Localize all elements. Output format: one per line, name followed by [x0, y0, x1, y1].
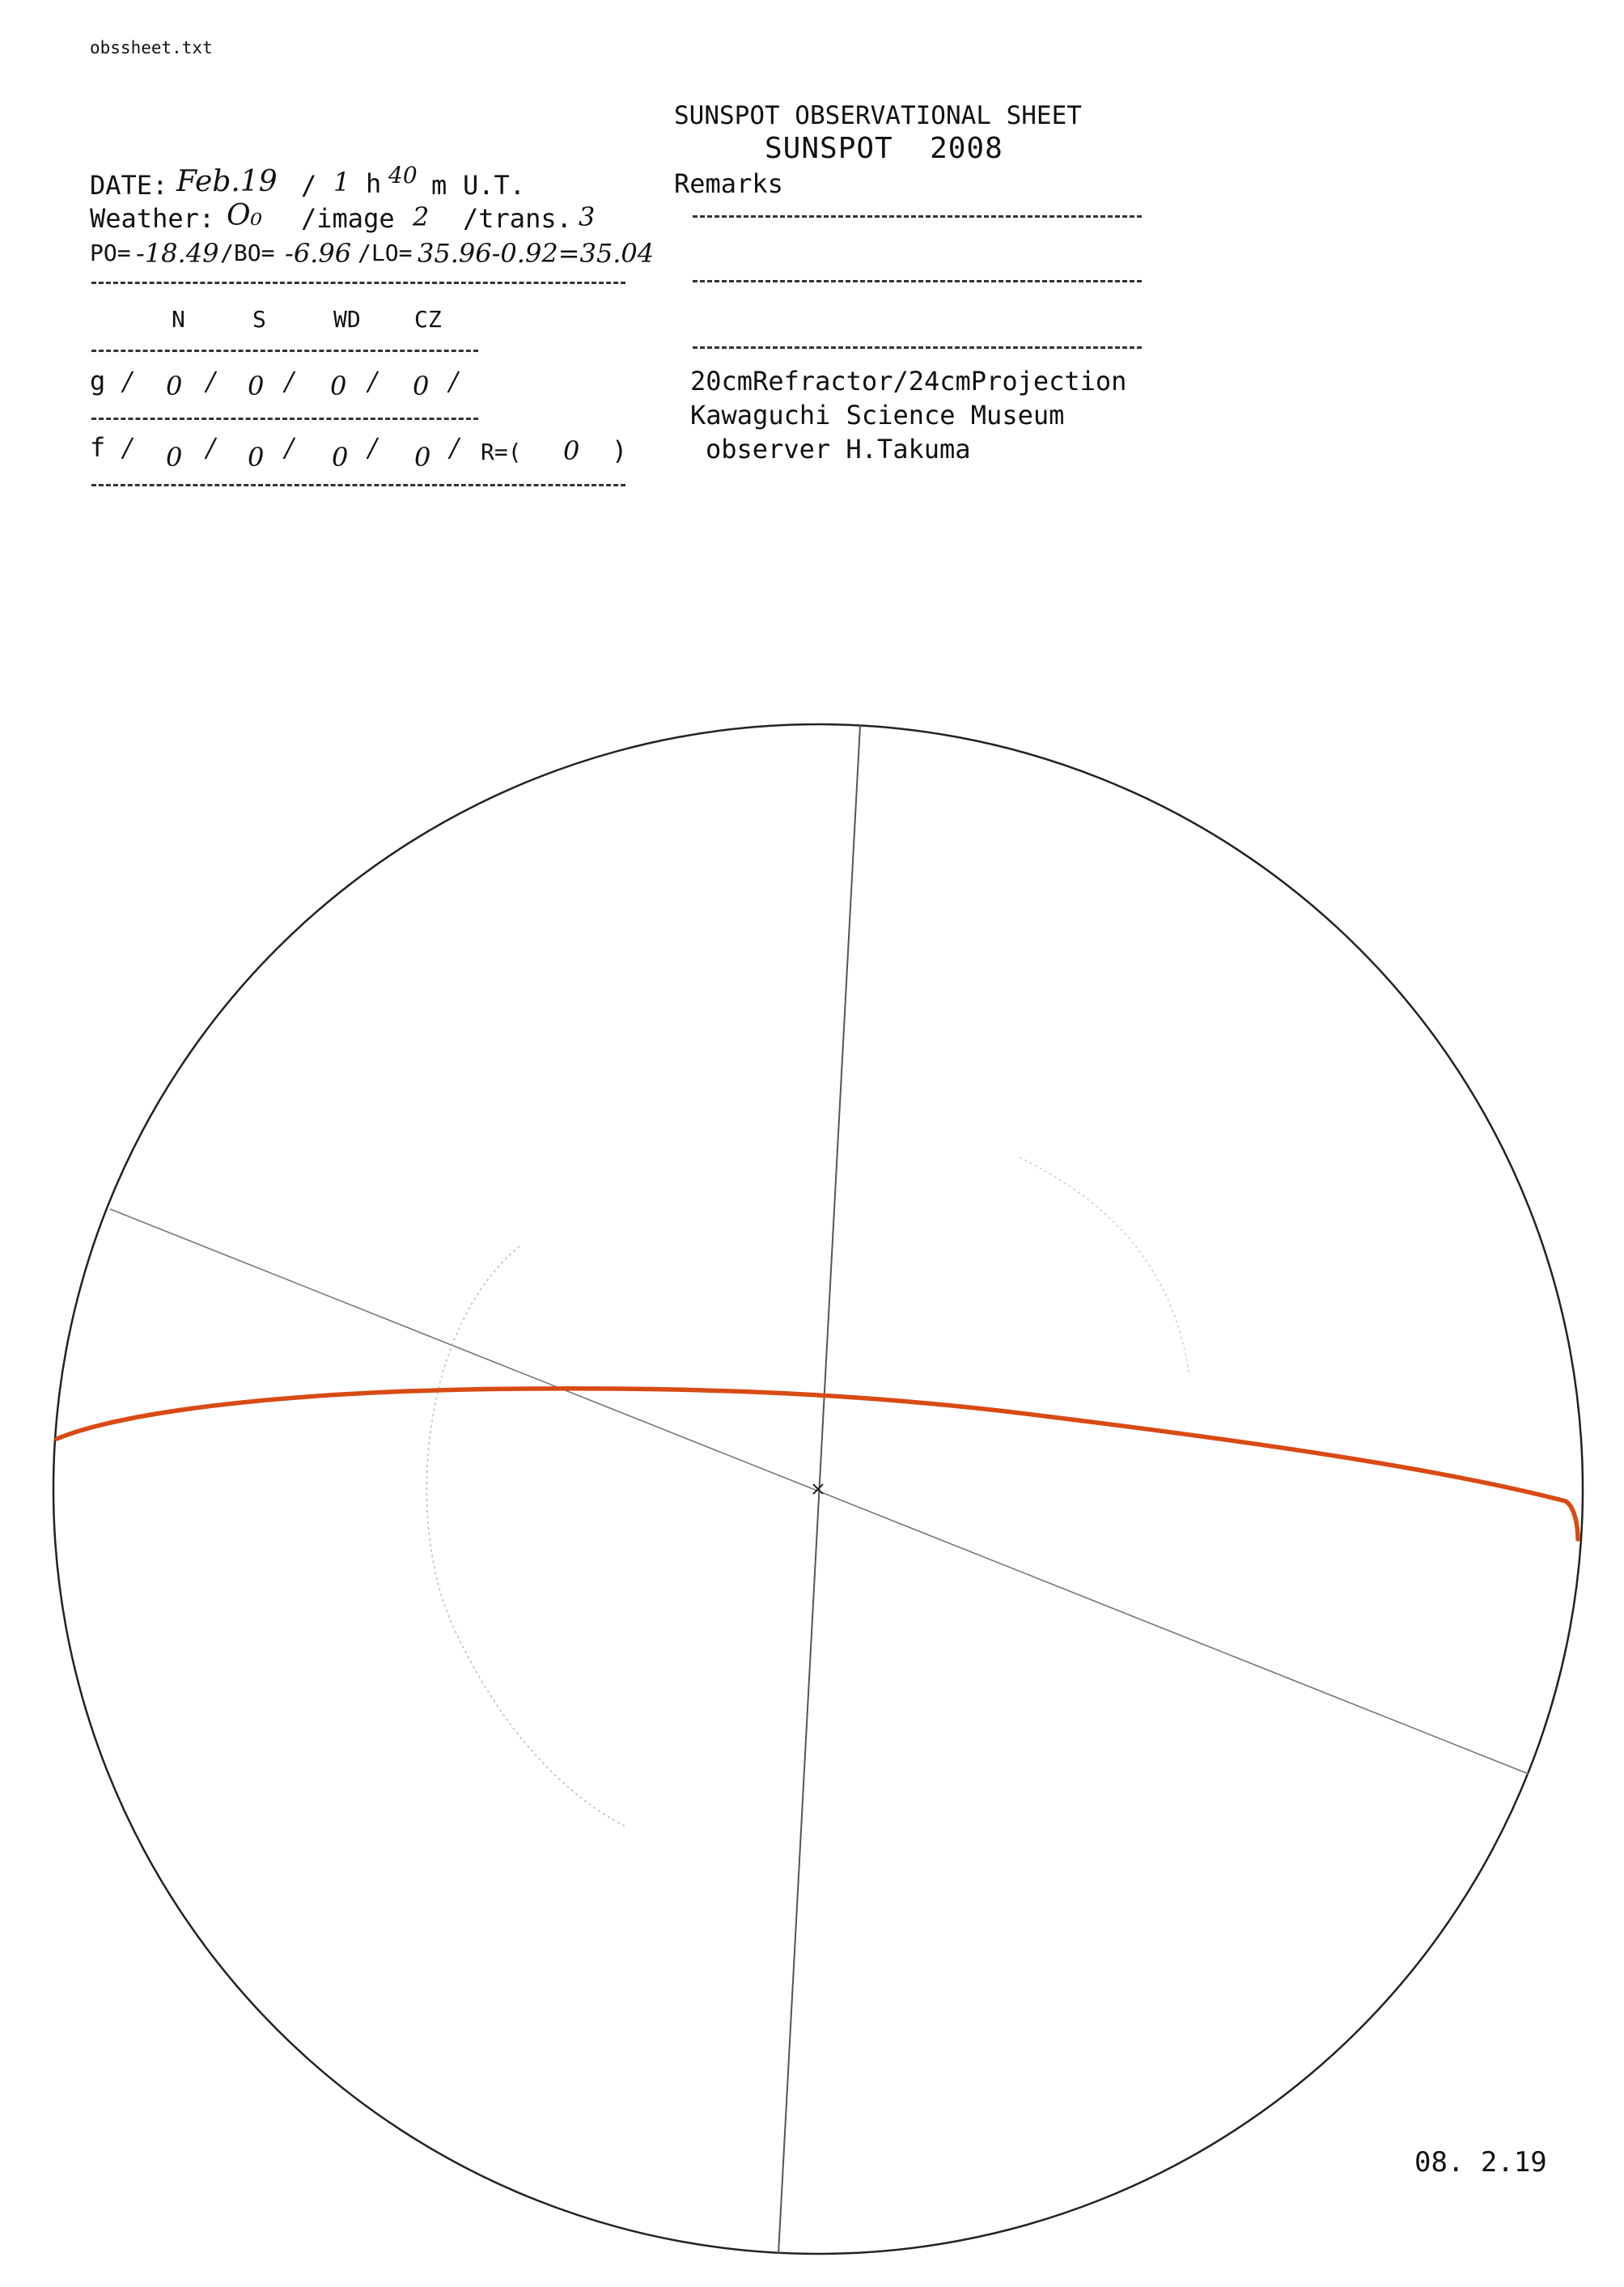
f-row-label: f — [90, 432, 106, 463]
f-value-s: 0 — [248, 442, 265, 473]
column-header-s: S — [252, 306, 266, 333]
date-label: DATE: — [90, 170, 168, 201]
instrument: 20cmRefractor/24cmProjection — [690, 366, 1127, 397]
g-value-wd: 0 — [330, 371, 347, 401]
po-label: PO= — [90, 240, 131, 266]
g-value-cz: 0 — [413, 371, 430, 401]
lo-label: /LO= — [358, 240, 413, 266]
image-value: 2 — [413, 202, 430, 232]
date-m-label: m — [431, 170, 447, 201]
observer: observer H.Takuma — [706, 434, 971, 465]
g-row-separator: / — [206, 366, 215, 397]
sheet-title: SUNSPOT OBSERVATIONAL SHEET — [674, 101, 1082, 130]
ecliptic-line — [110, 1209, 1529, 1774]
po-value: -18.49 — [136, 238, 219, 269]
g-value-n: 0 — [166, 371, 183, 401]
faint-grid-arc-left — [426, 1246, 627, 1827]
remarks-label: Remarks — [674, 168, 783, 199]
g-row-label: g — [90, 366, 106, 397]
g-value-s: 0 — [248, 371, 265, 401]
f-row-separator: / — [123, 432, 132, 463]
date-value: Feb.19 — [176, 165, 278, 198]
lo-value: 35.96-0.92=35.04 — [418, 238, 655, 269]
g-row-separator: / — [368, 366, 377, 397]
weather-label: Weather: — [90, 203, 215, 234]
r-value: 0 — [563, 435, 580, 466]
column-header-n: N — [172, 306, 185, 333]
date-minute-value: 40 — [388, 162, 418, 189]
g-row-separator: / — [285, 366, 294, 397]
date-stamp: 08. 2.19 — [1414, 2146, 1547, 2179]
column-header-wd: WD — [333, 306, 361, 333]
g-row-separator: / — [123, 366, 132, 397]
column-header-cz: CZ — [414, 306, 442, 333]
trans-label: /trans. — [463, 203, 572, 234]
bo-value: -6.96 — [285, 238, 352, 269]
f-row-separator: / — [368, 432, 377, 463]
ut-label: U.T. — [463, 170, 526, 201]
f-row-separator: / — [285, 432, 294, 463]
r-label: R=( — [481, 439, 522, 465]
image-label: /image — [301, 203, 395, 234]
r-close: ) — [612, 435, 628, 466]
file-name: obssheet.txt — [90, 38, 213, 57]
date-hour-value: 1 — [333, 167, 350, 197]
f-row-separator: / — [206, 432, 215, 463]
f-value-wd: 0 — [332, 442, 349, 473]
f-value-cz: 0 — [414, 442, 431, 473]
bo-label: /BO= — [220, 240, 275, 266]
f-value-n: 0 — [166, 442, 183, 473]
year-stamp: SUNSPOT 2008 — [765, 132, 1003, 165]
date-hour-separator: / — [301, 170, 317, 201]
institution: Kawaguchi Science Museum — [690, 400, 1065, 431]
faint-grid-arc-right — [1020, 1157, 1189, 1376]
g-row-separator: / — [449, 366, 458, 397]
weather-value: O₀ — [227, 199, 262, 232]
f-row-separator: / — [450, 432, 459, 463]
trans-value: 3 — [579, 202, 596, 232]
date-h-label: h — [366, 168, 382, 199]
